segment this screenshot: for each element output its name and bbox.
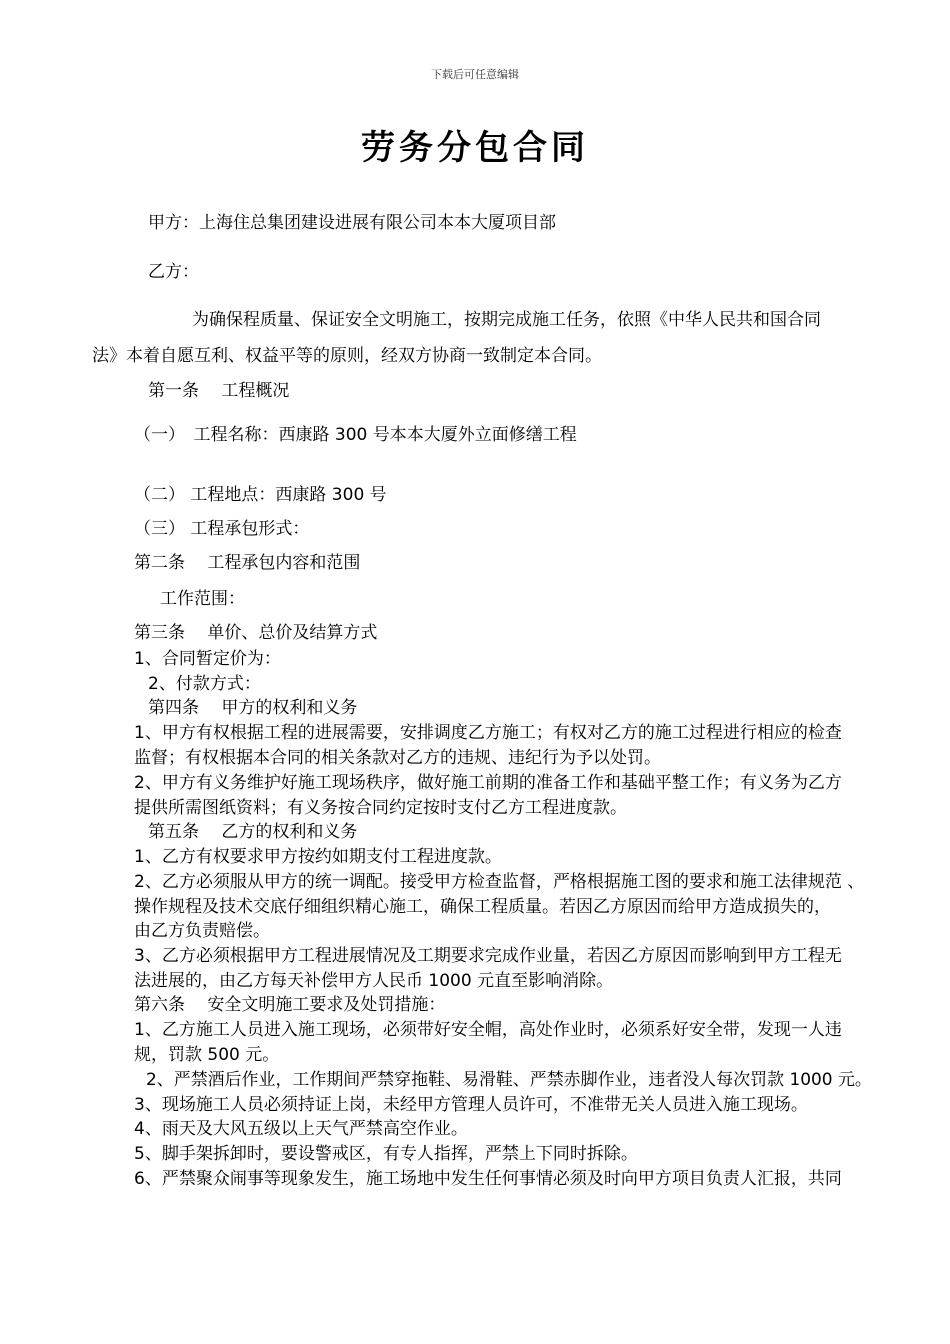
item-project-location: （二） 工程地点：西康路 300 号 xyxy=(134,485,387,505)
article-5-item-2a: 2、乙方必须服从甲方的统一调配。接受甲方检查监督，严格根据施工图的要求和施工法律规范 、 xyxy=(134,872,865,892)
article-6-item-2: 2、严禁酒后作业，工作期间严禁穿拖鞋、易滑鞋、严禁赤脚作业，违者没人每次罚款 1000 元。 xyxy=(146,1070,872,1090)
item-project-name: （一） 工程名称：西康路 300 号本本大厦外立面修缮工程 xyxy=(134,425,577,445)
article-5-item-3a: 3、乙方必须根据甲方工程进展情况及工期要求完成作业量，若因乙方原因而影响到甲方工程无 xyxy=(134,946,842,966)
article-6-item-1b: 规，罚款 500 元。 xyxy=(134,1045,280,1065)
header-note: 下载后可任意编辑 xyxy=(431,68,519,81)
article-5-item-2b: 操作规程及技术交底仔细组织精心施工，确保工程质量。若因乙方原因而给甲方造成损失的， xyxy=(134,897,831,917)
party-b-line: 乙方： xyxy=(148,262,199,282)
article-4-item-1b: 监督；有权根据本合同的相关条款对乙方的违规、违纪行为予以处罚。 xyxy=(134,748,661,768)
article-5-heading: 第五条 乙方的权利和义务 xyxy=(148,822,358,842)
article-4-item-2a: 2、甲方有义务维护好施工现场秩序，做好施工前期的准备工作和基础平整工作；有义务为乙方 xyxy=(134,773,842,793)
article-4-heading: 第四条 甲方的权利和义务 xyxy=(148,698,358,718)
article-4-item-1a: 1、甲方有权根据工程的进展需要，安排调度乙方施工；有权对乙方的施工过程进行相应的检查 xyxy=(134,723,842,743)
article-6-item-4: 4、雨天及大风五级以上天气严禁高空作业。 xyxy=(134,1119,468,1139)
preamble-line-2: 法》本着自愿互利、权益平等的原则，经双方协商一致制定本合同。 xyxy=(92,346,602,366)
work-scope-line: 工作范围： xyxy=(160,589,245,609)
article-5-item-1: 1、乙方有权要求甲方按约如期支付工程进度款。 xyxy=(134,847,502,867)
article-2-heading: 第二条 工程承包内容和范围 xyxy=(134,553,361,573)
article-1-heading: 第一条 工程概况 xyxy=(148,381,290,401)
document-title: 劳务分包合同 xyxy=(361,128,589,168)
article-5-item-2c: 由乙方负责赔偿。 xyxy=(134,921,270,941)
article-5-item-3b: 法进展的，由乙方每天补偿甲方人民币 1000 元直至影响消除。 xyxy=(134,971,614,991)
preamble-line-1: 为确保程质量、保证安全文明施工，按期完成施工任务，依照《中华人民共和国合同 xyxy=(192,310,821,330)
article-6-item-6: 6、严禁聚众闹事等现象发生，施工场地中发生任何事情必须及时向甲方项目负责人汇报，共同 xyxy=(134,1169,842,1189)
article-6-heading: 第六条 安全文明施工要求及处罚措施： xyxy=(134,995,446,1015)
item-contract-form: （三） 工程承包形式： xyxy=(134,519,310,539)
article-3-heading: 第三条 单价、总价及结算方式 xyxy=(134,623,378,643)
article-6-item-3: 3、现场施工人员必须持证上岗，未经甲方管理人员许可，不准带无关人员进入施工现场。 xyxy=(134,1095,808,1115)
article-3-item-2: 2、付款方式： xyxy=(148,674,261,694)
article-3-item-1: 1、合同暂定价为： xyxy=(134,649,281,669)
party-a-line: 甲方：上海住总集团建设进展有限公司本本大厦项目部 xyxy=(148,213,556,233)
article-6-item-5: 5、脚手架拆卸时，要设警戒区，有专人指挥，严禁上下同时拆除。 xyxy=(134,1144,638,1164)
article-4-item-2b: 提供所需图纸资料；有义务按合同约定按时支付乙方工程进度款。 xyxy=(134,798,627,818)
article-6-item-1a: 1、乙方施工人员进入施工现场，必须带好安全帽，高处作业时，必须系好安全带，发现一人违 xyxy=(134,1020,842,1040)
